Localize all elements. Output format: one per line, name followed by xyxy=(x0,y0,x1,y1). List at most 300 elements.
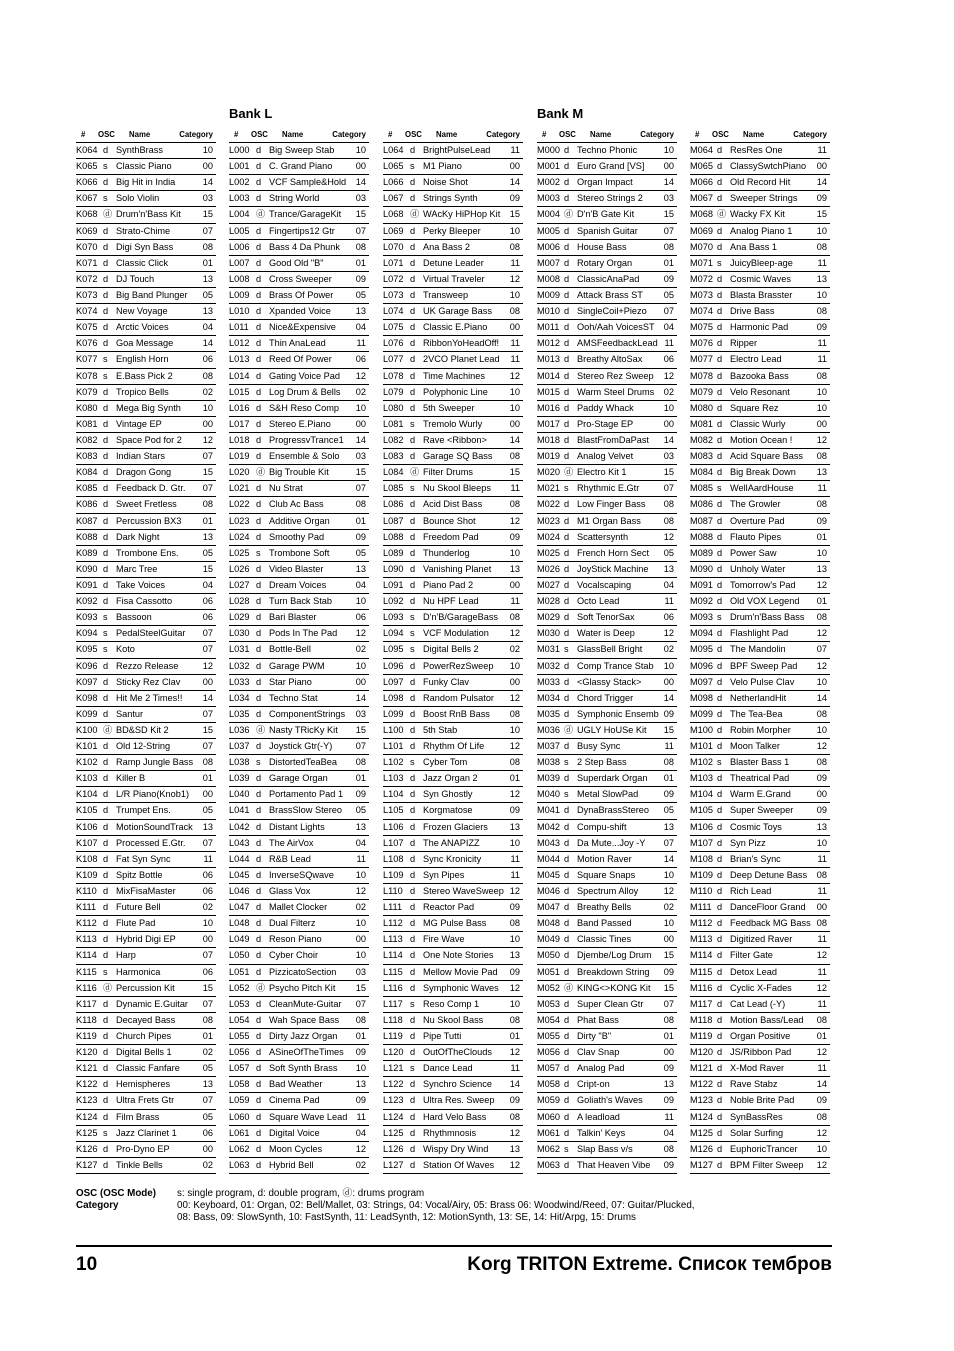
program-number: M059 xyxy=(537,1095,560,1106)
osc-mode: d xyxy=(564,805,570,816)
program-category: 03 xyxy=(355,966,366,977)
program-category: 15 xyxy=(663,982,674,993)
program-name: Thin AnaLead xyxy=(269,338,326,349)
program-category: 07 xyxy=(663,998,674,1009)
program-name: Koto xyxy=(116,644,135,655)
program-name: Noise Shot xyxy=(423,177,468,188)
program-category: 10 xyxy=(355,950,366,961)
osc-mode: d xyxy=(564,902,570,913)
program-row xyxy=(690,401,830,417)
osc-mode: d xyxy=(564,547,570,558)
program-number: L116 xyxy=(383,982,403,993)
program-number: M008 xyxy=(537,273,560,284)
osc-mode: s xyxy=(103,644,108,655)
program-number: K091 xyxy=(76,579,98,590)
osc-mode: d xyxy=(564,579,570,590)
program-name: Super Sweeper xyxy=(730,805,794,816)
program-name: PedalSteelGuitar xyxy=(116,628,186,639)
program-name: M1 Piano xyxy=(423,161,462,172)
program-number: L047 xyxy=(229,902,250,913)
program-name: Xpanded Voice xyxy=(269,306,331,317)
program-name: Bottle-Bell xyxy=(269,644,311,655)
program-row xyxy=(76,1093,216,1109)
program-name: ResRes One xyxy=(730,145,783,155)
program-category: 04 xyxy=(355,579,366,590)
program-name: Phat Bass xyxy=(577,1014,619,1025)
program-category: 00 xyxy=(509,322,520,333)
program-category: 10 xyxy=(202,145,213,155)
program-category: 14 xyxy=(509,1079,520,1090)
program-name: 5th Sweeper xyxy=(423,402,475,413)
program-row xyxy=(383,1045,523,1061)
program-name: Santur xyxy=(116,708,144,719)
program-column xyxy=(537,128,677,1174)
osc-mode: d xyxy=(410,902,416,913)
program-category: 05 xyxy=(202,1111,213,1122)
program-row xyxy=(76,481,216,497)
program-row xyxy=(383,1126,523,1142)
program-name: Good Old "B" xyxy=(269,257,324,268)
program-category: 06 xyxy=(663,612,674,623)
program-name: Symphonic Waves xyxy=(423,982,499,993)
program-number: K086 xyxy=(76,499,98,510)
program-name: Boost RnB Bass xyxy=(423,708,490,719)
program-row xyxy=(383,352,523,368)
program-category: 00 xyxy=(816,902,827,913)
program-number: L037 xyxy=(229,741,250,752)
osc-mode: d xyxy=(410,886,416,897)
program-row xyxy=(690,707,830,723)
program-category: 00 xyxy=(202,789,213,800)
program-number: L120 xyxy=(383,1047,404,1058)
program-row xyxy=(383,642,523,658)
osc-mode: d xyxy=(256,515,262,526)
osc-mode: d xyxy=(256,660,262,671)
program-name: DJ Touch xyxy=(116,273,155,284)
legend-category-row-2 xyxy=(76,1212,836,1224)
program-category: 04 xyxy=(663,322,674,333)
osc-mode: d xyxy=(410,660,416,671)
program-name: Hybrid Bell xyxy=(269,1159,314,1170)
program-number: M017 xyxy=(537,418,560,429)
osc-mode: d xyxy=(564,145,570,155)
program-name: UGLY HoUSe Kit xyxy=(577,724,647,735)
osc-mode: d xyxy=(103,547,109,558)
program-name: Jazz Clarinet 1 xyxy=(116,1127,177,1138)
program-category: 12 xyxy=(509,741,520,752)
program-number: M012 xyxy=(537,338,560,349)
program-number: M084 xyxy=(690,467,713,478)
osc-mode: d xyxy=(717,1127,723,1138)
osc-mode: d xyxy=(410,1031,416,1042)
osc-mode: d xyxy=(410,145,416,155)
program-name: Killer B xyxy=(116,773,146,784)
program-name: Ultra Res. Sweep xyxy=(423,1095,495,1106)
program-row xyxy=(537,143,677,159)
osc-mode: d xyxy=(564,177,570,188)
program-number: L022 xyxy=(229,499,250,510)
program-row xyxy=(690,675,830,691)
program-name: Low Finger Bass xyxy=(577,499,646,510)
program-category: 09 xyxy=(663,1159,674,1170)
program-category: 11 xyxy=(510,596,520,607)
program-number: K117 xyxy=(76,998,97,1009)
program-name: OutOfTheClouds xyxy=(423,1047,492,1058)
program-category: 02 xyxy=(355,1159,366,1170)
program-category: 04 xyxy=(202,579,213,590)
program-row xyxy=(229,965,369,981)
program-number: M089 xyxy=(690,547,713,558)
program-row xyxy=(537,240,677,256)
program-category: 12 xyxy=(509,273,520,284)
program-number: M072 xyxy=(690,273,713,284)
osc-mode: d xyxy=(717,467,723,478)
osc-mode: ⓓ xyxy=(256,467,266,478)
program-category: 08 xyxy=(355,757,366,768)
program-number: K114 xyxy=(76,950,97,961)
program-category: 08 xyxy=(816,499,827,510)
program-category: 07 xyxy=(202,628,213,639)
osc-mode: d xyxy=(410,837,416,848)
program-row xyxy=(383,1061,523,1077)
program-category: 09 xyxy=(509,193,520,204)
osc-mode: d xyxy=(256,950,262,961)
program-category: 05 xyxy=(355,805,366,816)
page-number: 10 xyxy=(76,1254,98,1275)
osc-mode: d xyxy=(410,596,416,607)
column-header xyxy=(76,128,216,143)
osc-mode: d xyxy=(410,547,416,558)
osc-mode: d xyxy=(103,177,109,188)
program-category: 12 xyxy=(355,628,366,639)
osc-mode: d xyxy=(717,273,723,284)
program-number: M113 xyxy=(690,934,713,945)
program-number: M126 xyxy=(690,1143,713,1154)
program-name: Harmonic Pad xyxy=(730,322,789,333)
program-row xyxy=(229,787,369,803)
program-category: 11 xyxy=(817,483,827,494)
program-name: Syn Ghostly xyxy=(423,789,473,800)
program-category: 08 xyxy=(509,241,520,252)
program-number: M062 xyxy=(537,1143,560,1154)
program-name: Freedom Pad xyxy=(423,531,479,542)
program-name: Mellow Movie Pad xyxy=(423,966,498,977)
program-number: K064 xyxy=(76,145,98,155)
osc-mode: d xyxy=(103,418,109,429)
program-row xyxy=(76,1126,216,1142)
program-number: L067 xyxy=(383,193,404,204)
program-number: L117 xyxy=(383,998,403,1009)
osc-mode: d xyxy=(103,1014,109,1025)
program-category: 11 xyxy=(817,145,827,155)
osc-mode: d xyxy=(256,579,262,590)
program-category: 04 xyxy=(355,1127,366,1138)
osc-mode: d xyxy=(410,676,416,687)
program-number: K103 xyxy=(76,773,98,784)
osc-mode: d xyxy=(717,499,723,510)
program-number: M003 xyxy=(537,193,560,204)
program-row xyxy=(690,1110,830,1126)
legend-osc-label: OSC (OSC Mode) xyxy=(76,1188,157,1199)
osc-mode: d xyxy=(103,451,109,462)
program-number: L024 xyxy=(229,531,250,542)
program-number: K126 xyxy=(76,1143,98,1154)
program-name: PowerRezSweep xyxy=(423,660,494,671)
program-category: 10 xyxy=(663,145,674,155)
program-number: L019 xyxy=(229,451,250,462)
program-category: 09 xyxy=(816,322,827,333)
program-row xyxy=(383,948,523,964)
program-row xyxy=(383,997,523,1013)
osc-mode: s xyxy=(410,418,415,429)
program-category: 12 xyxy=(509,692,520,703)
osc-mode: d xyxy=(564,950,570,961)
program-number: M060 xyxy=(537,1111,560,1122)
program-category: 09 xyxy=(355,1047,366,1058)
osc-mode: d xyxy=(103,708,109,719)
program-row xyxy=(76,836,216,852)
osc-mode: d xyxy=(564,1127,570,1138)
program-category: 11 xyxy=(510,869,520,880)
program-row xyxy=(383,514,523,530)
program-name: WellAardHouse xyxy=(730,483,794,494)
program-category: 13 xyxy=(816,563,827,574)
osc-mode: s xyxy=(564,757,569,768)
program-row xyxy=(537,771,677,787)
osc-mode: d xyxy=(103,950,109,961)
program-name: BrightPulseLead xyxy=(423,145,491,155)
program-number: L093 xyxy=(383,612,404,623)
osc-mode: d xyxy=(564,354,570,365)
program-row xyxy=(537,1077,677,1093)
program-row xyxy=(229,755,369,771)
program-category: 11 xyxy=(817,257,827,268)
osc-mode: d xyxy=(256,1111,262,1122)
program-name: Djembe/Log Drum xyxy=(577,950,652,961)
program-category: 11 xyxy=(817,886,827,897)
program-category: 10 xyxy=(509,934,520,945)
program-name: Star Piano xyxy=(269,676,312,687)
program-row xyxy=(537,514,677,530)
program-name: Vanishing Planet xyxy=(423,563,492,574)
program-row xyxy=(690,820,830,836)
program-number: M024 xyxy=(537,531,560,542)
program-category: 09 xyxy=(509,902,520,913)
program-number: L123 xyxy=(383,1095,404,1106)
program-name: Paddy Whack xyxy=(577,402,634,413)
program-name: Digi Syn Bass xyxy=(116,241,174,252)
osc-mode: d xyxy=(103,853,109,864)
osc-mode: d xyxy=(410,853,416,864)
program-name: Ripper xyxy=(730,338,758,349)
osc-mode: d xyxy=(410,531,416,542)
program-category: 01 xyxy=(202,257,213,268)
program-row xyxy=(383,272,523,288)
program-category: 09 xyxy=(663,273,674,284)
program-category: 10 xyxy=(509,998,520,1009)
program-number: L083 xyxy=(383,451,404,462)
program-name: Drive Bass xyxy=(730,306,775,317)
program-number: L003 xyxy=(229,193,250,204)
program-number: L071 xyxy=(383,257,404,268)
program-row xyxy=(537,191,677,207)
header-category: Category xyxy=(486,130,520,139)
program-name: Tomorrow's Pad xyxy=(730,579,796,590)
program-row xyxy=(537,1029,677,1045)
program-category: 02 xyxy=(355,902,366,913)
program-row xyxy=(690,465,830,481)
program-category: 11 xyxy=(664,338,674,349)
program-category: 08 xyxy=(816,869,827,880)
osc-mode: s xyxy=(410,1063,415,1074)
program-name: Psycho Pitch Kit xyxy=(269,982,336,993)
program-row xyxy=(76,562,216,578)
program-category: 13 xyxy=(509,1143,520,1154)
program-name: Nu Skool Bleeps xyxy=(423,483,491,494)
program-row xyxy=(76,626,216,642)
program-number: M069 xyxy=(690,225,713,236)
program-name: Fisa Cassotto xyxy=(116,596,173,607)
program-row xyxy=(76,787,216,803)
osc-mode: d xyxy=(410,966,416,977)
program-row xyxy=(537,884,677,900)
osc-mode: d xyxy=(103,241,109,252)
program-category: 06 xyxy=(202,966,213,977)
program-row xyxy=(690,175,830,191)
program-category: 12 xyxy=(509,515,520,526)
program-name: Polyphonic Line xyxy=(423,386,488,397)
program-category: 05 xyxy=(355,289,366,300)
program-number: M109 xyxy=(690,869,713,880)
program-row xyxy=(690,578,830,594)
program-number: M081 xyxy=(690,418,713,429)
osc-mode: s xyxy=(410,483,415,494)
program-column xyxy=(229,128,369,1174)
program-number: L077 xyxy=(383,354,404,365)
program-name: Theatrical Pad xyxy=(730,773,790,784)
program-row xyxy=(690,1045,830,1061)
program-name: Sweet Fretless xyxy=(116,499,177,510)
program-number: M021 xyxy=(537,483,560,494)
program-number: L075 xyxy=(383,322,404,333)
program-row xyxy=(76,336,216,352)
osc-mode: d xyxy=(256,644,262,655)
program-row xyxy=(229,659,369,675)
osc-mode: d xyxy=(256,708,262,719)
program-number: M005 xyxy=(537,225,560,236)
program-number: L104 xyxy=(383,789,404,800)
program-row xyxy=(537,336,677,352)
program-category: 12 xyxy=(202,660,213,671)
program-category: 10 xyxy=(816,547,827,558)
osc-mode: d xyxy=(564,1095,570,1106)
program-name: Nu Skool Bass xyxy=(423,1014,484,1025)
program-name: Pipe Tutti xyxy=(423,1031,462,1042)
program-number: K104 xyxy=(76,789,98,800)
program-category: 02 xyxy=(663,902,674,913)
program-number: K074 xyxy=(76,306,98,317)
program-category: 11 xyxy=(510,354,520,365)
program-category: 08 xyxy=(663,757,674,768)
osc-mode: d xyxy=(564,193,570,204)
program-row xyxy=(229,932,369,948)
program-number: L046 xyxy=(229,886,250,897)
program-category: 07 xyxy=(355,483,366,494)
program-name: BPF Sweep Pad xyxy=(730,660,798,671)
program-number: L055 xyxy=(229,1031,250,1042)
program-name: Symphonic Ensemb xyxy=(577,708,659,719)
program-number: K123 xyxy=(76,1095,98,1106)
program-number: K099 xyxy=(76,708,98,719)
osc-mode: d xyxy=(717,1143,723,1154)
program-category: 10 xyxy=(355,869,366,880)
program-category: 08 xyxy=(816,451,827,462)
program-category: 08 xyxy=(816,612,827,623)
program-row xyxy=(537,900,677,916)
program-row xyxy=(229,852,369,868)
program-row xyxy=(537,497,677,513)
osc-mode: d xyxy=(410,338,416,349)
program-row xyxy=(690,320,830,336)
program-number: M105 xyxy=(690,805,713,816)
program-category: 10 xyxy=(663,869,674,880)
program-category: 10 xyxy=(355,596,366,607)
program-name: Organ Impact xyxy=(577,177,633,188)
program-number: M097 xyxy=(690,676,713,687)
program-category: 08 xyxy=(663,515,674,526)
osc-mode: d xyxy=(256,322,262,333)
osc-mode: s xyxy=(103,193,108,204)
osc-mode: d xyxy=(564,676,570,687)
program-name: Cross Sweeper xyxy=(269,273,332,284)
program-name: Perky Bleeper xyxy=(423,225,481,236)
program-row xyxy=(229,530,369,546)
program-number: M090 xyxy=(690,563,713,574)
program-category: 12 xyxy=(355,886,366,897)
program-number: L107 xyxy=(383,837,404,848)
program-number: M100 xyxy=(690,724,713,735)
program-row xyxy=(537,916,677,932)
osc-mode: d xyxy=(410,869,416,880)
program-category: 07 xyxy=(663,225,674,236)
osc-mode: d xyxy=(256,289,262,300)
program-category: 12 xyxy=(816,1127,827,1138)
program-row xyxy=(690,1158,830,1174)
program-row xyxy=(383,175,523,191)
program-name: Classic Click xyxy=(116,257,169,268)
program-category: 13 xyxy=(663,563,674,574)
osc-mode: s xyxy=(410,161,415,172)
program-row xyxy=(537,272,677,288)
program-category: 08 xyxy=(816,757,827,768)
program-row xyxy=(383,256,523,272)
program-row xyxy=(229,997,369,1013)
osc-mode: d xyxy=(717,515,723,526)
program-row xyxy=(383,868,523,884)
osc-mode: d xyxy=(256,902,262,913)
program-category: 10 xyxy=(663,402,674,413)
program-name: EuphoricTrancer xyxy=(730,1143,798,1154)
osc-mode: s xyxy=(256,757,261,768)
program-row xyxy=(76,1029,216,1045)
osc-mode: d xyxy=(103,515,109,526)
program-row xyxy=(690,723,830,739)
program-number: L035 xyxy=(229,708,250,719)
program-category: 07 xyxy=(202,1095,213,1106)
osc-mode: d xyxy=(717,741,723,752)
program-name: Indian Stars xyxy=(116,451,166,462)
program-number: M076 xyxy=(690,338,713,349)
